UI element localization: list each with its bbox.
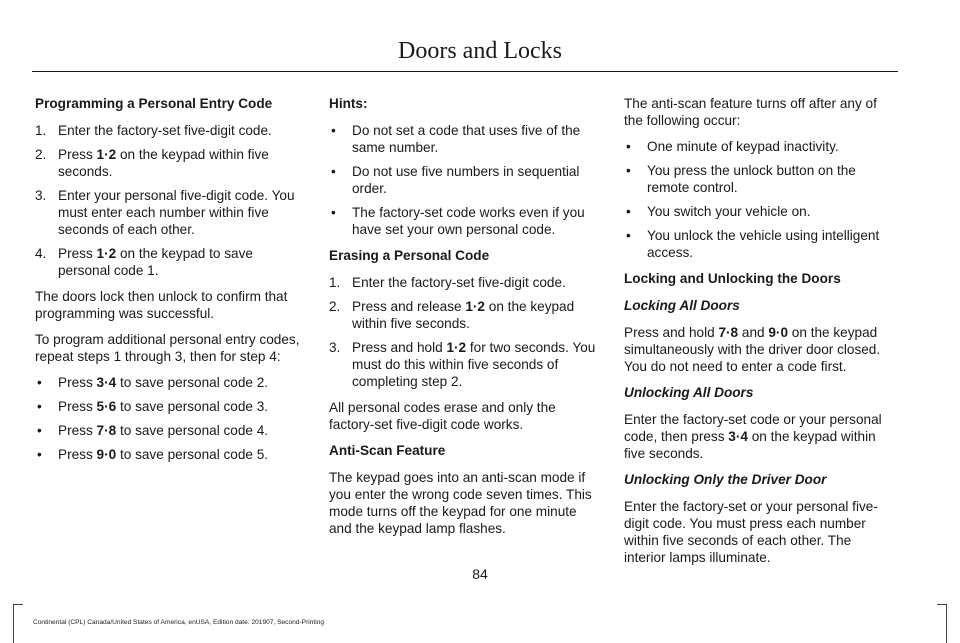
list-item [624,203,896,220]
header-divider [32,71,898,72]
column-1 [35,95,307,472]
list-item [329,339,601,390]
keypad-code: 3·4 [728,429,748,444]
anti-scan-off-list [624,138,896,261]
paragraph: The doors lock then unlock to confirm that programming was successful. [35,289,288,321]
crop-mark [937,604,947,605]
keypad-code: 7·8 [718,325,739,340]
step-number: 3. [35,188,47,203]
step-text: Press and hold [352,340,447,355]
list-item [329,298,601,332]
step-number: 2. [35,147,47,162]
step-text: on the keypad within five seconds. [352,299,575,331]
item-text: Press [58,399,97,414]
list-item [329,122,601,156]
section-heading-hints: Hints: [329,96,368,111]
item-text: Press [58,447,97,462]
bullet-icon: • [37,375,42,390]
item-text: You press the unlock button on the remote control. [647,163,856,195]
bullet-icon: • [37,447,42,462]
paragraph: Enter the factory-set or your personal five-digit code. You must press each number within five seconds of each other. The interior lamps illuminate. [624,499,878,565]
list-item [35,422,307,439]
paragraph: The anti-scan feature turns off after any of the following occur: [624,96,877,128]
column-3 [624,95,896,575]
paragraph: All personal codes erase and only the factory-set five-digit code works. [329,400,556,432]
keypad-code: 7·8 [96,423,117,438]
list-item [35,122,307,139]
step-text: on the keypad to save personal code 1. [58,246,253,278]
step-text: Press [58,147,97,162]
list-item [35,398,307,415]
item-text: Do not use five numbers in sequential order. [352,164,580,196]
bullet-icon: • [626,139,631,154]
subheading-unlocking-all: Unlocking All Doors [624,385,754,400]
text: on the keypad within five seconds. [624,429,876,461]
paragraph: To program additional personal entry codes, repeat steps 1 through 3, then for step 4: [35,332,300,364]
keypad-code: 9·0 [96,447,117,462]
crop-mark [946,604,947,643]
text: Press and hold [624,325,719,340]
crop-mark [13,604,14,643]
step-number: 4. [35,246,47,261]
list-item [624,227,896,261]
bullet-icon: • [37,399,42,414]
bullet-icon: • [626,204,631,219]
step-text: Enter your personal five-digit code. You must enter each number within five seconds of each other. [58,188,295,237]
section-heading-erasing: Erasing a Personal Code [329,248,490,263]
item-text: You switch your vehicle on. [647,204,811,219]
subheading-unlocking-driver: Unlocking Only the Driver Door [624,472,827,487]
list-item [35,146,307,180]
additional-codes-list [35,374,307,463]
keypad-code: 1·2 [96,147,117,162]
section-heading-anti-scan: Anti-Scan Feature [329,443,446,458]
section-heading-locking-unlocking: Locking and Unlocking the Doors [624,271,841,286]
erasing-steps [329,274,601,390]
bullet-icon: • [331,205,336,220]
step-text: Enter the factory-set five-digit code. [352,275,566,290]
paragraph [624,324,896,375]
subheading-locking-all: Locking All Doors [624,298,740,313]
keypad-code: 5·6 [96,399,117,414]
text: on the keypad simultaneously with the driver door closed. You do not need to enter a code first. [624,325,881,374]
page-header-title: Doors and Locks [398,38,562,64]
list-item [624,138,896,155]
keypad-code: 1·2 [465,299,485,314]
item-text: Press [58,423,97,438]
column-2 [329,95,601,546]
crop-mark [13,604,23,605]
keypad-code: 3·4 [96,375,117,390]
step-text: Press and release [352,299,466,314]
text: Enter the factory-set code or your personal code, then press [624,412,882,444]
item-text: You unlock the vehicle using intelligent access. [647,228,880,260]
list-item [35,374,307,391]
item-text: One minute of keypad inactivity. [647,139,839,154]
step-text: Enter the factory-set five-digit code. [58,123,272,138]
paragraph [624,411,896,462]
item-text: to save personal code 5. [116,447,269,462]
list-item [624,162,896,196]
step-text: on the keypad within five seconds. [58,147,269,179]
bullet-icon: • [626,163,631,178]
hints-list [329,122,601,238]
list-item [329,204,601,238]
edition-footer: Continental (CPL) Canada/United States of America, enUSA, Edition date: 201907, Second-Printing [33,619,325,626]
list-item [35,245,307,279]
item-text: Do not set a code that uses five of the same number. [352,123,581,155]
list-item [329,163,601,197]
step-number: 1. [35,123,47,138]
text: and [738,325,769,340]
list-item [329,274,601,291]
item-text: to save personal code 4. [116,423,269,438]
step-number: 3. [329,340,341,355]
step-number: 1. [329,275,341,290]
keypad-code: 1·2 [446,340,467,355]
step-text: for two seconds. You must do this within five seconds of completing step 2. [352,340,596,389]
item-text: to save personal code 3. [116,399,269,414]
list-item [35,446,307,463]
programming-steps [35,122,307,279]
bullet-icon: • [626,228,631,243]
bullet-icon: • [37,423,42,438]
keypad-code: 1·2 [96,246,117,261]
item-text: Press [58,375,97,390]
paragraph: The keypad goes into an anti-scan mode if you enter the wrong code seven times. This mode turns off the keypad for one minute and the keypad lamp flashes. [329,470,592,536]
step-text: Press [58,246,97,261]
step-number: 2. [329,299,341,314]
item-text: The factory-set code works even if you have set your own personal code. [352,205,585,237]
keypad-code: 9·0 [768,325,789,340]
page-number: 84 [472,566,488,582]
list-item [35,187,307,238]
bullet-icon: • [331,123,336,138]
item-text: to save personal code 2. [116,375,269,390]
section-heading-programming: Programming a Personal Entry Code [35,96,273,111]
bullet-icon: • [331,164,336,179]
